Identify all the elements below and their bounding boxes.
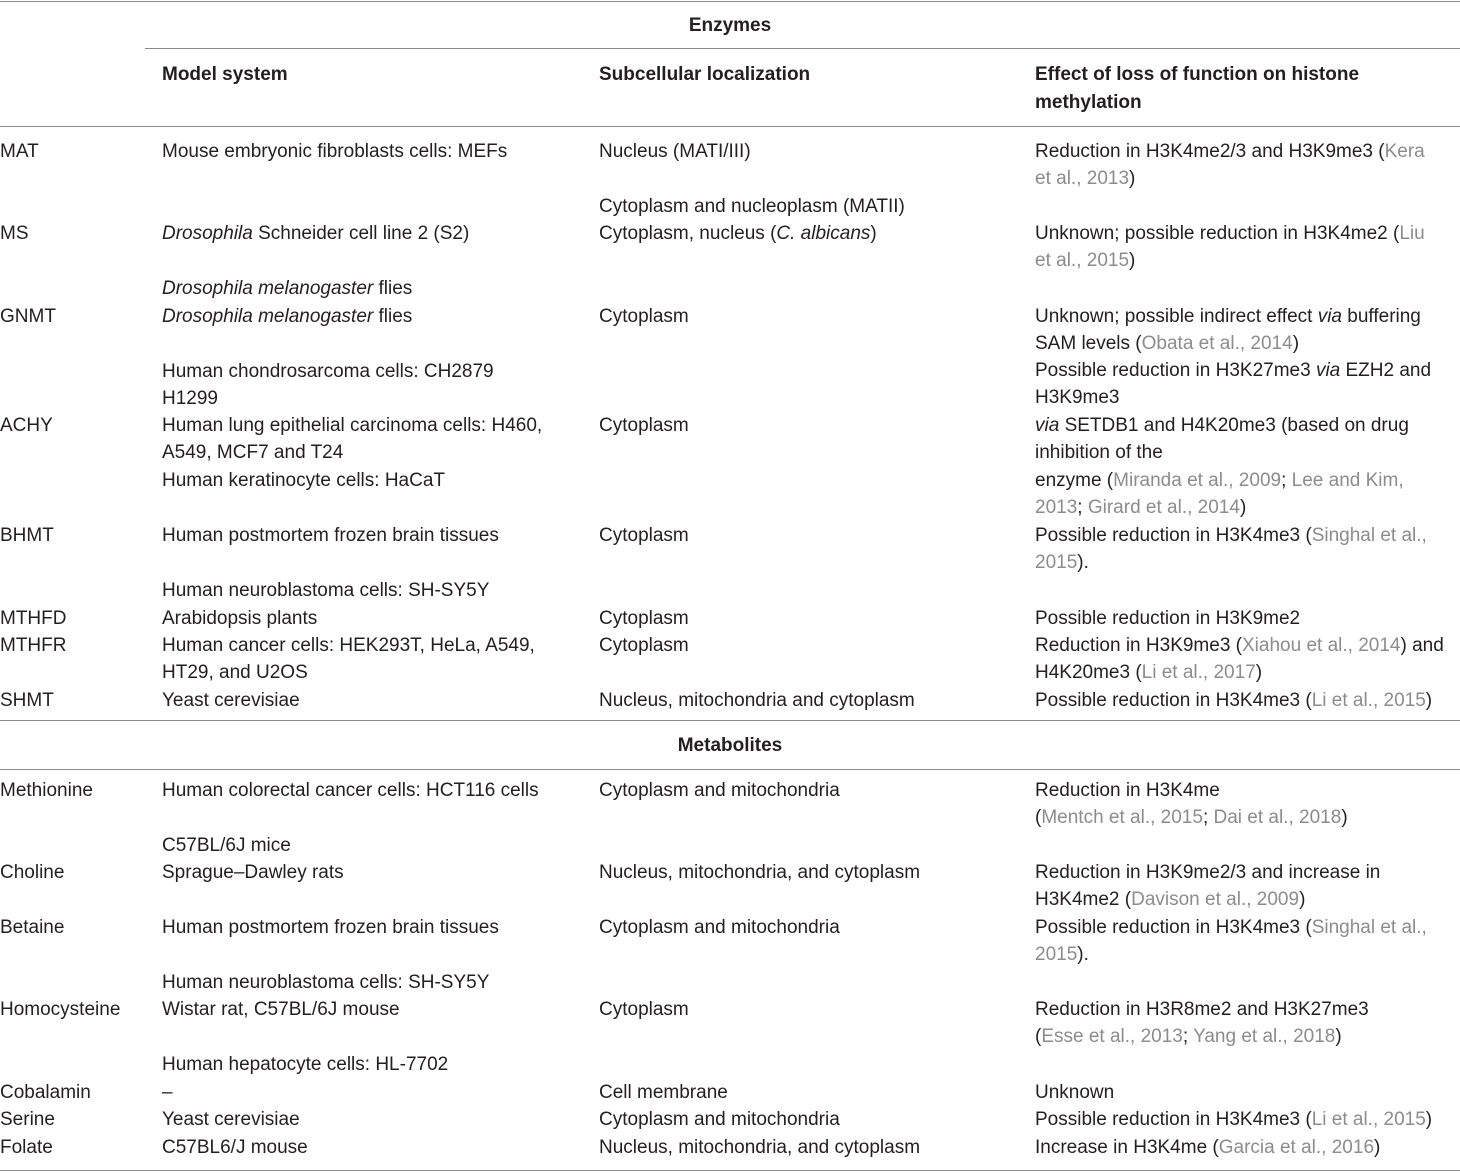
citation-link[interactable]: Li et al., 2017	[1141, 662, 1256, 684]
model-mthfr: Human cancer cells: HEK293T, HeLa, A549, HT29, and U2OS	[162, 635, 535, 684]
citation-link[interactable]: et al., 2013	[1035, 168, 1130, 190]
localization-homocysteine: Cytoplasm	[599, 999, 689, 1020]
row-name-folate: Folate	[0, 1137, 53, 1158]
localization-achy: Cytoplasm	[599, 415, 689, 436]
effect-cobalamin: Unknown	[1035, 1082, 1115, 1103]
effect-shmt: Possible reduction in H3K4me3 (Li et al., 2015)	[1035, 690, 1433, 711]
enzymes-heading-rule	[145, 48, 1460, 49]
model-cobalamin: –	[162, 1082, 173, 1103]
citation-link[interactable]: Esse et al., 2013	[1041, 1026, 1183, 1048]
citation-link[interactable]: Mentch et al., 2015	[1041, 807, 1203, 829]
citation-link[interactable]: Miranda et al., 2009	[1113, 469, 1282, 491]
effect-mthfd: Possible reduction in H3K9me2	[1035, 608, 1301, 629]
column-header-subcellular-localization: Subcellular localization	[599, 64, 811, 85]
model-folate: C57BL6/J mouse	[162, 1137, 308, 1158]
model-homocysteine: Wistar rat, C57BL/6J mouse Human hepatocyte cells: HL-7702	[162, 999, 449, 1075]
row-name-achy: ACHY	[0, 415, 53, 436]
localization-mat: Nucleus (MATI/III)	[599, 141, 751, 162]
localization-choline: Nucleus, mitochondria, and cytoplasm	[599, 862, 921, 883]
localization-shmt: Nucleus, mitochondria and cytoplasm	[599, 690, 915, 711]
model-mat: Mouse embryonic fibroblasts cells: MEFs	[162, 141, 508, 162]
model-ms: Drosophila Schneider cell line 2 (S2) Drosophila melanogaster flies	[162, 223, 470, 299]
citation-link[interactable]: Kera	[1384, 141, 1425, 162]
row-name-mthfr: MTHFR	[0, 635, 67, 656]
metabolites-heading-rule	[0, 769, 1460, 770]
metabolites-heading: Metabolites	[677, 735, 783, 756]
model-gnmt: Drosophila melanogaster flies Human chondrosarcoma cells: CH2879 H1299	[162, 306, 494, 410]
citation-link[interactable]: Lee and Kim,	[1291, 469, 1404, 491]
row-name-ms: MS	[0, 223, 29, 244]
localization-mthfd: Cytoplasm	[599, 608, 689, 629]
localization-methionine: Cytoplasm and mitochondria	[599, 780, 840, 801]
model-methionine: Human colorectal cancer cells: HCT116 cells C57BL/6J mice	[162, 780, 539, 856]
citation-link[interactable]: Li et al., 2015	[1311, 690, 1426, 711]
effect-serine: Possible reduction in H3K4me3 (Li et al., 2015)	[1035, 1109, 1433, 1130]
row-name-serine: Serine	[0, 1109, 55, 1130]
localization-mthfr: Cytoplasm	[599, 635, 689, 656]
row-name-mat: MAT	[0, 141, 39, 162]
citation-link[interactable]: Xiahou et al., 2014	[1242, 635, 1401, 656]
table-bottom-rule	[0, 1170, 1460, 1171]
citation-link[interactable]: Liu	[1399, 223, 1425, 244]
row-name-homocysteine: Homocysteine	[0, 999, 121, 1020]
column-header-effect-line2: methylation	[1035, 91, 1142, 113]
effect-bhmt: Possible reduction in H3K4me3 (Singhal et al., 2015).	[1035, 525, 1427, 574]
row-name-cobalamin: Cobalamin	[0, 1082, 91, 1103]
citation-link[interactable]: Singhal et al.,	[1311, 525, 1427, 546]
localization-mat-2: Cytoplasm and nucleoplasm (MATII)	[599, 196, 905, 217]
citation-link[interactable]: Yang et al., 2018	[1193, 1026, 1336, 1048]
effect-gnmt: Unknown; possible indirect effect via buffering SAM levels (Obata et al., 2014)	[1035, 306, 1421, 355]
citation-link[interactable]: Obata et al., 2014	[1141, 333, 1293, 355]
model-choline: Sprague–Dawley rats	[162, 862, 344, 883]
effect-methionine: Reduction in H3K4me (Mentch et al., 2015; Dai et al., 2018)	[1035, 780, 1348, 829]
effect-mat: Reduction in H3K4me2/3 and H3K9me3 (Kera et al., 2013)	[1035, 141, 1425, 190]
column-header-effect-line1: Effect of loss of function on histone	[1035, 64, 1360, 85]
effect-achy: Possible reduction in H3K27me3 via EZH2 and H3K9me3 via SETDB1 and H4K20me3 (based on drug inhibition of the enzyme (Miranda et al., 2009; Lee and Kim, 2013; Girard et al., 2014)	[1035, 360, 1432, 519]
citation-link[interactable]: 2013	[1035, 497, 1078, 519]
model-achy: Human lung epithelial carcinoma cells: H460, A549, MCF7 and T24 Human keratinocyte cells: HaCaT	[162, 415, 543, 491]
row-name-gnmt: GNMT	[0, 306, 56, 327]
enzymes-heading: Enzymes	[688, 15, 772, 36]
column-header-model-system: Model system	[162, 64, 288, 85]
effect-mthfr: Reduction in H3K9me3 (Xiahou et al., 2014) and H4K20me3 (Li et al., 2017)	[1035, 635, 1444, 684]
citation-link[interactable]: 2015	[1035, 944, 1078, 966]
citation-link[interactable]: Li et al., 2015	[1311, 1109, 1426, 1130]
row-name-methionine: Methionine	[0, 780, 93, 801]
table-top-rule	[0, 1, 1460, 2]
model-serine: Yeast cerevisiae	[162, 1109, 300, 1130]
row-name-shmt: SHMT	[0, 690, 54, 711]
header-bottom-rule	[0, 126, 1460, 127]
effect-folate: Increase in H3K4me (Garcia et al., 2016)	[1035, 1137, 1381, 1158]
model-betaine: Human postmortem frozen brain tissues Human neuroblastoma cells: SH-SY5Y	[162, 917, 499, 993]
citation-link[interactable]: et al., 2015	[1035, 250, 1130, 272]
model-mthfd: Arabidopsis plants	[162, 608, 318, 629]
citation-link[interactable]: Garcia et al., 2016	[1218, 1137, 1375, 1158]
row-name-choline: Choline	[0, 862, 65, 883]
effect-ms: Unknown; possible reduction in H3K4me2 (Liu et al., 2015)	[1035, 223, 1425, 272]
localization-bhmt: Cytoplasm	[599, 525, 689, 546]
localization-serine: Cytoplasm and mitochondria	[599, 1109, 840, 1130]
localization-ms: Cytoplasm, nucleus (C. albicans)	[599, 223, 877, 244]
citation-link[interactable]: 2015	[1035, 552, 1078, 574]
citation-link[interactable]: Davison et al., 2009	[1131, 889, 1300, 911]
effect-homocysteine: Reduction in H3R8me2 and H3K27me3 (Esse et al., 2013; Yang et al., 2018)	[1035, 999, 1369, 1048]
model-shmt: Yeast cerevisiae	[162, 690, 300, 711]
citation-link[interactable]: Girard et al., 2014	[1087, 497, 1240, 519]
effect-choline: Reduction in H3K9me2/3 and increase in H3K4me2 (Davison et al., 2009)	[1035, 862, 1381, 911]
localization-folate: Nucleus, mitochondria, and cytoplasm	[599, 1137, 921, 1158]
citation-link[interactable]: Dai et al., 2018	[1213, 807, 1342, 829]
model-bhmt: Human postmortem frozen brain tissues Human neuroblastoma cells: SH-SY5Y	[162, 525, 499, 601]
localization-cobalamin: Cell membrane	[599, 1082, 728, 1103]
effect-betaine: Possible reduction in H3K4me3 (Singhal et al., 2015).	[1035, 917, 1427, 966]
row-name-mthfd: MTHFD	[0, 608, 67, 629]
column-header-effect	[1035, 61, 1359, 116]
enzymes-bottom-rule	[0, 720, 1460, 721]
localization-betaine: Cytoplasm and mitochondria	[599, 917, 840, 938]
localization-gnmt: Cytoplasm	[599, 306, 689, 327]
row-name-bhmt: BHMT	[0, 525, 54, 546]
row-name-betaine: Betaine	[0, 917, 65, 938]
citation-link[interactable]: Singhal et al.,	[1311, 917, 1427, 938]
